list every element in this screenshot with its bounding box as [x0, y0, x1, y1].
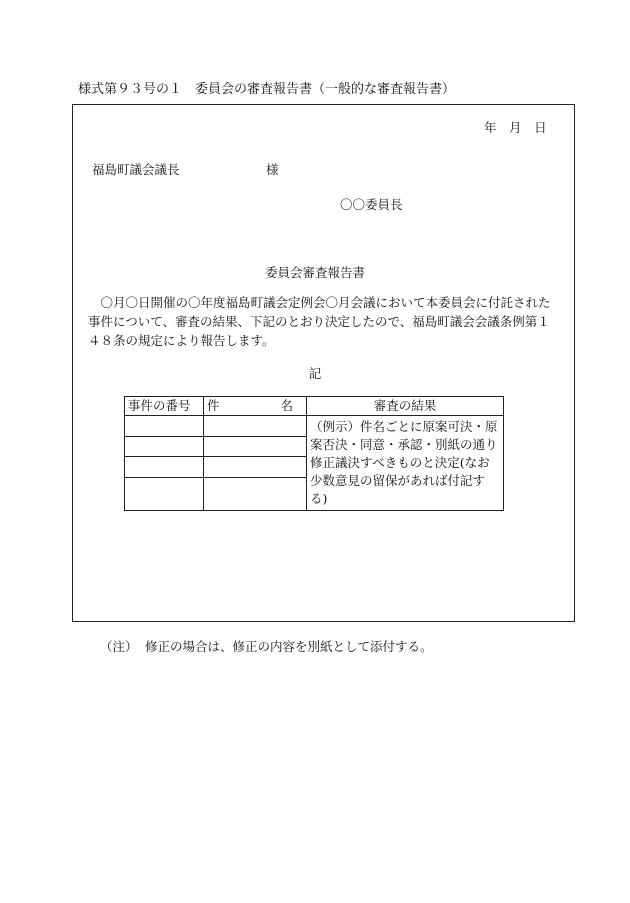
header-case-name-right: 名	[280, 398, 293, 413]
header-case-number: 事件の番号	[125, 397, 204, 416]
header-case-name-left: 件	[207, 398, 220, 413]
cell-result-example: （例示）件名ごとに原案可決・原案否決・同意・承認・別紙の通り修正議決すべきものと決定(なお少数意見の留保があれば付記する)	[307, 416, 504, 511]
table-header-row	[125, 397, 504, 416]
ki-heading: 記	[308, 366, 322, 381]
table-row	[125, 416, 504, 437]
report-title: 委員会審査報告書	[264, 265, 365, 280]
result-table	[124, 396, 504, 511]
note-text: 修正の場合は、修正の内容を別紙として添付する。	[145, 639, 433, 654]
cell-name	[204, 477, 307, 511]
cell-number	[125, 457, 204, 478]
report-frame	[72, 104, 575, 622]
honorific: 様	[266, 162, 279, 177]
date-line	[484, 118, 547, 136]
date-day: 日	[534, 120, 547, 135]
cell-name	[204, 416, 307, 437]
cell-number	[125, 436, 204, 457]
date-year: 年	[484, 120, 497, 135]
report-body-text: 〇月〇日開催の〇年度福島町議会定例会〇月会議において本委員会に付託された事件について、審査の結果、下記のとおり決定したので、福島町議会会議条例第１４８条の規定により報告します。	[88, 295, 551, 348]
cell-number	[125, 416, 204, 437]
sender-chair: 〇〇委員長	[340, 197, 403, 212]
cell-number	[125, 477, 204, 511]
form-title: 様式第９３号の１ 委員会の審査報告書（一般的な審査報告書）	[78, 82, 456, 97]
report-body	[88, 293, 560, 350]
date-month: 月	[509, 120, 522, 135]
cell-name	[204, 457, 307, 478]
header-case-name	[204, 397, 307, 416]
header-result: 審査の結果	[307, 397, 504, 416]
note-label: （注）	[100, 639, 138, 654]
cell-name	[204, 436, 307, 457]
addressee: 福島町議会議長	[92, 162, 180, 177]
